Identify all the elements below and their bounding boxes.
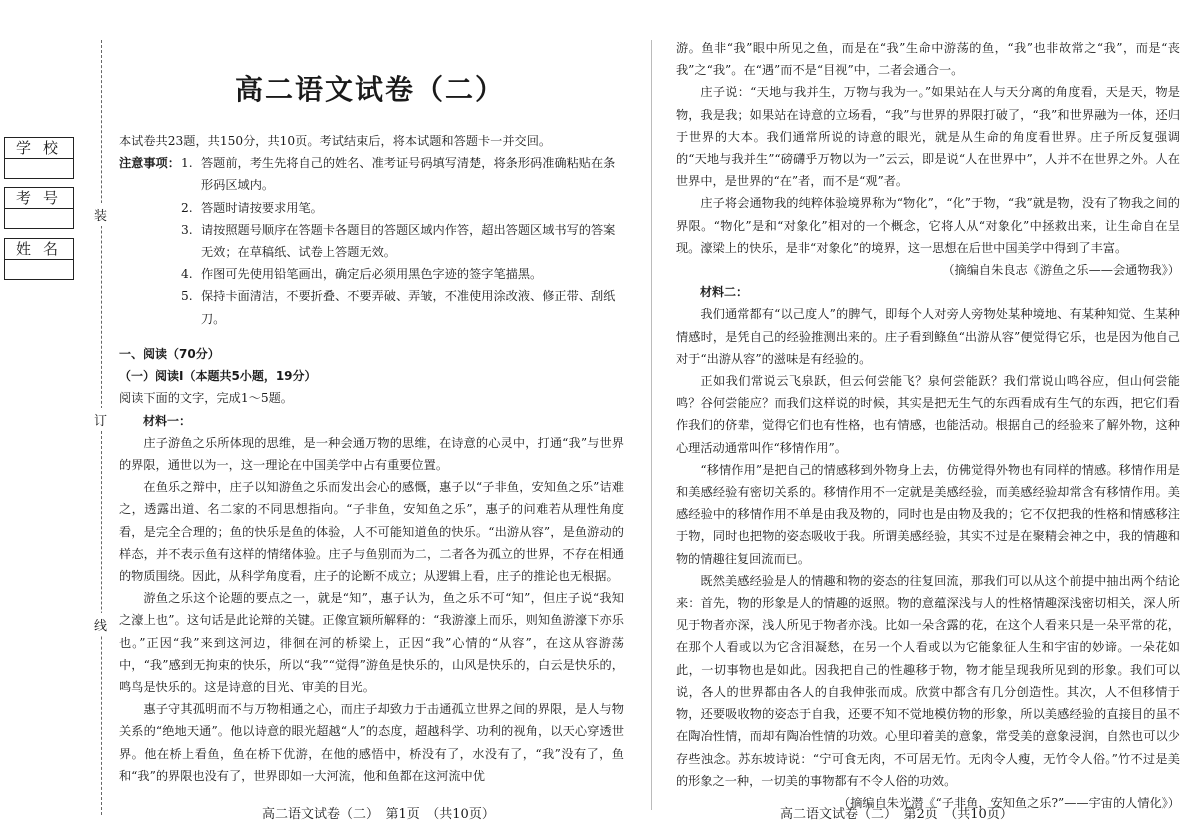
note-number: 1.: [181, 156, 193, 171]
material-2-label: 材料二：: [700, 285, 749, 300]
source-citation-1: （摘编自朱良志《游鱼之乐——会通物我》）: [942, 263, 1180, 278]
passage-paragraph: 惠子守其孤明而不与万物相通之心，而庄子却致力于击通孤立世界之间的界限，是人与物关系的“绝地天通”。他以诗意的眼光超越“人”的态度，超越科学、功利的视角，以天心穿透世界。他在桥上看鱼，鱼在桥下优游，在他的感悟中，桥没有了，水没有了，“我”没有了，鱼和“我”的界限也没有了，世界即如一大河流，他和鱼都在这河流中优: [119, 702, 625, 783]
name-box[interactable]: [4, 238, 74, 280]
note-text: 答题前，考生先将自己的姓名、准考证号码填写清楚，将条形码准确粘贴在条形码区域内。: [201, 156, 616, 193]
name-label: 姓名: [5, 239, 73, 260]
notes-label: 注意事项：: [119, 156, 180, 171]
note-text: 请按照题号顺序在答题卡各题目的答题区域内作答，超出答题区域书写的答案无效；在草稿纸、试卷上答题无效。: [201, 222, 616, 260]
note-text: 答题时请按要求用笔。: [201, 200, 323, 215]
passage-paragraph: 既然美感经验是人的情趣和物的姿态的往复回流，那我们可以从这个前提中抽出两个结论来：首先，物的形象是人的情趣的返照。物的意蕴深浅与人的性格情趣深浅密切相关，深人所见于物者亦深，浅人所见于物者亦浅。比如一朵含露的花，在这个人看来只是一朵平常的花，在那个人看或以为它含泪凝愁，在另一个人看或以为它能象征人生和宇宙的妙谛。一朵花如此，一切事物也是如此。因我把自己的性趣移于物，物才能呈现我所见到的形象。我们可以说，各人的世界都由各人的自我伸张而成。欣赏中都含有几分创造性。其次，人不但移情于物，还要吸收物的姿态于自我，还要不知不觉地模仿物的形象，所以美感经验的直接目的虽不在陶冶性情，而却有陶冶性情的功效。心里印着美的意象，常受美的意象浸润，自然也可以少存些浊念。苏东坡诗说：“宁可食无肉，不可居无竹。无肉令人瘦，无竹令人俗。”竹不过是美的形象之一种，一切美的事物都有不令人俗的功效。: [676, 573, 1180, 788]
binding-char-xian: 线: [94, 613, 107, 636]
note-item: [119, 219, 624, 263]
passage-paragraph: 游。鱼非“我”眼中所见之鱼，而是在“我”生命中游荡的鱼，“我”也非故常之“我”，而是“丧我”之“我”。在“遇”而不是“目视”中，二者会通合一。: [676, 41, 1180, 78]
section-heading: 一、阅读（70分）: [119, 347, 220, 361]
school-box[interactable]: [4, 137, 74, 179]
subsection-heading: （一）阅读Ⅰ（本题共5小题，19分）: [119, 369, 317, 384]
note-number: 5.: [181, 289, 193, 304]
material-1-label: 材料一：: [143, 413, 192, 428]
reading-section: [119, 343, 624, 787]
exam-number-box[interactable]: [4, 187, 74, 229]
binding-char-zhuang: 装: [94, 203, 107, 226]
note-item: [119, 197, 624, 219]
note-number: 3.: [181, 222, 193, 237]
note-item: [119, 152, 624, 196]
note-number: 2.: [181, 200, 193, 215]
passage-paragraph: “移情作用”是把自己的情感移到外物身上去，仿佛觉得外物也有同样的情感。移情作用是和美感经验有密切关系的。移情作用不一定就是美感经验，而美感经验却常含有移情作用。美感经验中的移情作用不单是由我及物的，同时也是由物及我的；它不仅把我的性格和情感移注于物，同时也把物的姿态吸收于我。所谓美感经验，其实不过是在聚精会神之中，我的情趣和物的情趣往复回流而已。: [676, 462, 1180, 566]
page-title: 高二语文试卷（二）: [234, 73, 505, 106]
note-text: 作图可先使用铅笔画出，确定后必须用黑色字迹的签字笔描黑。: [201, 267, 543, 282]
exam-intro: 本试卷共23题，共150分，共10页。考试结束后，将本试题和答题卡一并交回。: [119, 134, 552, 148]
passage-paragraph: 我们通常都有“以己度人”的脾气，即每个人对旁人旁物处某种境地、有某种知觉、生某种情感时，是凭自己的经验推测出来的。庄子看到鲦鱼“出游从容”便觉得它乐，也是因为他自己对于“出游从容”的滋味是有经验的。: [676, 307, 1180, 366]
note-text: 保持卡面清洁，不要折叠、不要弄破、弄皱，不准使用涂改液、修正带、刮纸刀。: [201, 289, 616, 326]
binding-char-ding: 订: [94, 408, 107, 431]
page-divider: [651, 40, 652, 810]
exam-number-label: 考号: [5, 188, 73, 209]
note-item: [119, 263, 624, 285]
passage-paragraph: 正如我们常说云飞泉跃，但云何尝能飞？泉何尝能跃？我们常说山鸣谷应，但山何尝能鸣？谷何尝能应？而我们这样说的时候，其实是把无生气的东西看成有生气的东西，把它们看作我们的侪辈，觉得它们也有性格，也有情感，也能活动。根据自己的经验来了解外物，这种心理活动通常叫作“移情作用”。: [676, 374, 1180, 455]
note-number: 4.: [181, 267, 193, 282]
passage-paragraph: 庄子说：“天地与我并生，万物与我为一。”如果站在人与天分离的角度看，天是天，物是物，我是我；如果站在诗意的立场看，“我”与世界的界限打破了，“我”和世界融为一体，还归于世界的大本。我们通常所说的诗意的眼光，就是从生命的角度看世界。庄子所反复强调的“天地与我并生”“磅礴乎万物以为一”云云，即是说“人在世界中”，人并不在世界之外。人在世界中，是世界的“在”者，而不是“观”者。: [676, 85, 1180, 189]
notes-block: [119, 152, 624, 330]
right-page-footer: 高二语文试卷（二） 第2页 （共10页）: [780, 807, 1013, 822]
left-page-footer: 高二语文试卷（二） 第1页 （共10页）: [262, 807, 495, 822]
source-citation-2: （摘编自朱光潜《“子非鱼，安知鱼之乐?”——宇宙的人情化》）: [838, 795, 1180, 810]
passage-paragraph: 游鱼之乐这个论题的要点之一，就是“知”，惠子认为，鱼之乐不可“知”，但庄子说“我知之濠上也”。这句话是此论辩的关键。正像宣颖所解释的：“我游濠上而乐，则知鱼游濠下亦乐也。”正因“我”来到这河边，徘徊在河的桥梁上，正因“我”心情的“从容”，在这从容游荡中，“我”感到无拘束的快乐，所以“我”“觉得”游鱼是快乐的，山风是快乐的，白云是快乐的，鸣鸟是快乐的。这是诗意的目光、审美的目光。: [119, 591, 624, 695]
note-item: [119, 285, 624, 329]
passage-paragraph: 庄子将会通物我的纯粹体验境界称为“物化”，“化”于物，“我”就是物，没有了物我之间的界限。“物化”是和“对象化”相对的一个概念，它将人从“对象化”中拯救出来，让生命自在呈现。濠梁上的快乐，是非“对象化”的境界，这一思想在后世中国美学中得到了丰富。: [676, 196, 1180, 255]
passage-paragraph: 在鱼乐之辩中，庄子以知游鱼之乐而发出会心的感慨，惠子以“子非鱼，安知鱼之乐”诘难之，透露出道、名二家的不同思想指向。“子非鱼，安知鱼之乐”，惠子的问难若从理性角度看，是完全合理的；鱼的快乐是鱼的体验，人不可能知道鱼的快乐。“出游从容”，是鱼游动的样态，并不表示鱼有这样的情绪体验。庄子与鱼别而为二，二者各为孤立的世界，不存在相通的物质围绕。因此，从科学角度看，庄子的论断不成立；从逻辑上看，庄子的推论也无根据。: [119, 480, 624, 584]
left-page-body: [119, 130, 624, 330]
reading-instruction: 阅读下面的文字，完成1～5题。: [119, 391, 293, 406]
school-label: 学校: [5, 138, 73, 159]
passage-paragraph: 庄子游鱼之乐所体现的思维，是一种会通万物的思维，在诗意的心灵中，打通“我”与世界的界限，通世以为一，这一理论在中国美学中占有重要位置。: [119, 435, 624, 473]
right-page-body: [676, 37, 1180, 814]
